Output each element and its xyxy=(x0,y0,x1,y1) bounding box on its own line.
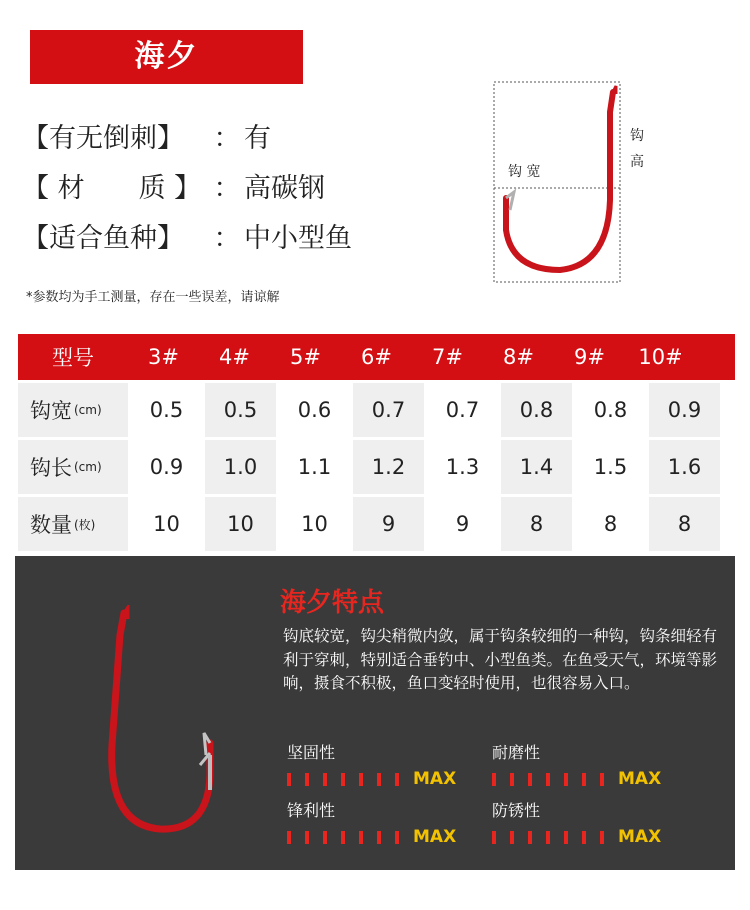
table-cell: 0.6 xyxy=(279,383,350,437)
diagram-width-label: 钩 宽 xyxy=(508,164,541,180)
table-cell: 1.0 xyxy=(205,440,276,494)
meter-label: 防锈性 xyxy=(492,801,541,820)
meter-label: 锋利性 xyxy=(287,801,336,820)
meter-bar xyxy=(287,831,291,844)
table-header-label: 型号 xyxy=(52,346,94,370)
table-cell: 10 xyxy=(205,497,276,551)
meter-bar xyxy=(582,831,586,844)
table-cell: 0.7 xyxy=(353,383,424,437)
row-unit: (cm) xyxy=(74,460,102,474)
meter-bar xyxy=(600,831,604,844)
meter-bars xyxy=(492,769,661,789)
table-cell: 1.3 xyxy=(427,440,498,494)
meter-rust xyxy=(492,798,661,847)
meter-strength xyxy=(287,740,456,789)
diagram-height-label-1: 钩 xyxy=(630,128,644,144)
meter-max: MAX xyxy=(618,827,662,847)
table-header-size: 4# xyxy=(219,345,250,369)
meter-label: 坚固性 xyxy=(287,743,336,762)
measurement-note: *参数均为手工测量，存在一些误差，请谅解 xyxy=(26,290,280,305)
table-cell: 8 xyxy=(575,497,646,551)
table-cell: 0.8 xyxy=(575,383,646,437)
table-cell: 0.9 xyxy=(131,440,202,494)
meter-bar xyxy=(546,773,550,786)
row-label-text: 钩宽 xyxy=(30,399,72,423)
diagram-height-label-2: 高 xyxy=(630,154,644,170)
spec-barb xyxy=(22,116,271,155)
table-cell: 0.5 xyxy=(205,383,276,437)
meter-bar xyxy=(395,773,399,786)
meter-bar xyxy=(305,773,309,786)
table-cell: 10 xyxy=(279,497,350,551)
meter-bar xyxy=(287,773,291,786)
row-unit: (cm) xyxy=(74,403,102,417)
meter-bar xyxy=(323,773,327,786)
table-cell: 8 xyxy=(649,497,720,551)
meter-bars xyxy=(287,827,456,847)
table-cell: 1.4 xyxy=(501,440,572,494)
spec-sep: ： xyxy=(213,123,241,154)
spec-value: 高碳钢 xyxy=(244,173,325,204)
meter-bar xyxy=(582,773,586,786)
table-cell: 10 xyxy=(131,497,202,551)
spec-value: 中小型鱼 xyxy=(244,223,352,254)
meter-bar xyxy=(600,773,604,786)
table-header-size: 3# xyxy=(148,345,179,369)
meter-bar xyxy=(528,831,532,844)
features-title: 海夕特点 xyxy=(280,588,385,618)
table-cell: 0.7 xyxy=(427,383,498,437)
table-cell: 0.9 xyxy=(649,383,720,437)
row-unit: (枚) xyxy=(74,517,96,532)
table-header xyxy=(18,334,735,380)
spec-fish xyxy=(22,216,352,255)
meter-max: MAX xyxy=(413,827,457,847)
spec-key: 【适合鱼种】 xyxy=(22,223,184,254)
table-header-size: 5# xyxy=(290,345,321,369)
meter-bar xyxy=(492,773,496,786)
meter-bar xyxy=(510,831,514,844)
hook-illustration xyxy=(90,605,225,845)
meter-bars xyxy=(492,827,661,847)
meter-bar xyxy=(395,831,399,844)
row-label-text: 数量 xyxy=(30,513,72,537)
meter-bar xyxy=(377,773,381,786)
table-cell: 0.5 xyxy=(131,383,202,437)
features-description: 钩底较宽，钩尖稍微内敛，属于钩条较细的一种钩，钩条细轻有利于穿刺，特别适合垂钓中、小型鱼类。在鱼受天气，环境等影响，摄食不积极，鱼口变轻时使用，也很容易入口。 xyxy=(283,627,718,692)
table-row xyxy=(18,383,735,437)
spec-sep: ： xyxy=(213,173,241,204)
spec-material xyxy=(22,166,325,205)
table-cell: 1.2 xyxy=(353,440,424,494)
meter-bar xyxy=(341,831,345,844)
row-label xyxy=(18,440,128,494)
meter-bar xyxy=(359,773,363,786)
meter-bar xyxy=(341,773,345,786)
meter-bar xyxy=(546,831,550,844)
table-cell: 9 xyxy=(353,497,424,551)
table-header-size: 10# xyxy=(638,345,683,369)
table-cell: 8 xyxy=(501,497,572,551)
table-cell: 0.8 xyxy=(501,383,572,437)
meter-bar xyxy=(377,831,381,844)
table-cell: 9 xyxy=(427,497,498,551)
table-header-size: 9# xyxy=(574,345,605,369)
table-row xyxy=(18,497,735,551)
meter-bars xyxy=(287,769,456,789)
meter-sharpness xyxy=(287,798,456,847)
table-cell: 1.5 xyxy=(575,440,646,494)
meter-wear xyxy=(492,740,661,789)
spec-key: 【有无倒刺】 xyxy=(22,123,184,154)
meter-bar xyxy=(564,773,568,786)
meter-max: MAX xyxy=(413,769,457,789)
meter-bar xyxy=(492,831,496,844)
meter-bar xyxy=(323,831,327,844)
meter-label: 耐磨性 xyxy=(492,743,541,762)
hook-dimension-diagram xyxy=(490,80,660,290)
table-header-size: 6# xyxy=(361,345,392,369)
table-header-size: 7# xyxy=(432,345,463,369)
meter-bar xyxy=(528,773,532,786)
spec-sep: ： xyxy=(213,223,241,254)
row-label xyxy=(18,497,128,551)
product-title: 海夕 xyxy=(30,30,303,84)
spec-key: 【 材 质 】 xyxy=(22,173,202,204)
meter-bar xyxy=(564,831,568,844)
meter-bar xyxy=(359,831,363,844)
table-row xyxy=(18,440,735,494)
spec-value: 有 xyxy=(244,123,271,154)
row-label xyxy=(18,383,128,437)
row-label-text: 钩长 xyxy=(30,456,72,480)
table-cell: 1.6 xyxy=(649,440,720,494)
table-cell: 1.1 xyxy=(279,440,350,494)
meter-bar xyxy=(510,773,514,786)
size-table xyxy=(18,334,735,551)
table-header-size: 8# xyxy=(503,345,534,369)
meter-max: MAX xyxy=(618,769,662,789)
meter-bar xyxy=(305,831,309,844)
